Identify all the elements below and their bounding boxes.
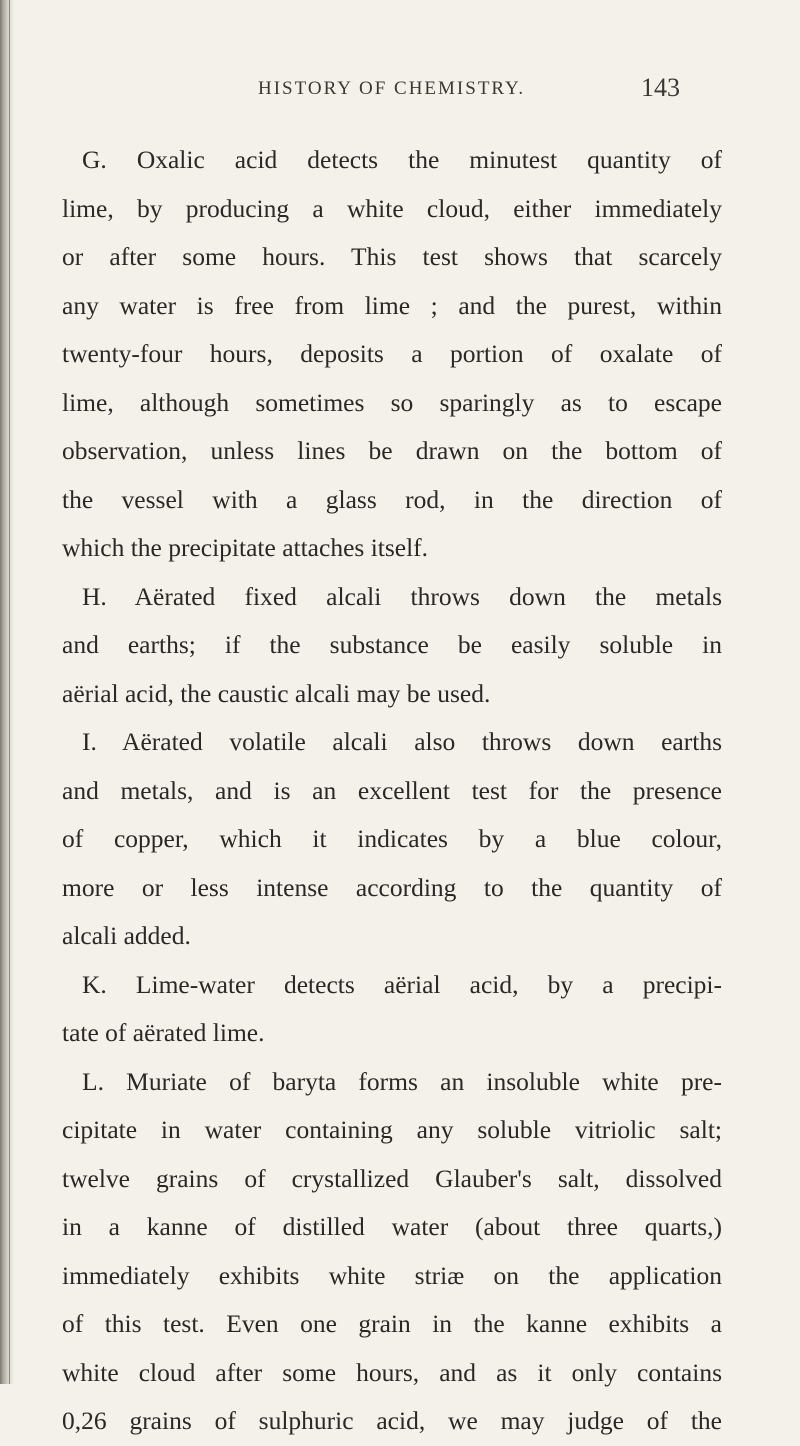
text-line: H. Aërated fixed alcali throws down the metals xyxy=(82,581,722,611)
text-line: of this test. Even one grain in the kanne exhibits a xyxy=(62,1309,722,1338)
body-text xyxy=(62,136,722,1446)
page-header xyxy=(0,73,800,108)
text-line: or after some hours. This test shows that scarcely xyxy=(62,242,722,271)
text-line: cipitate in water containing any soluble vitriolic salt; xyxy=(62,1115,722,1144)
page-binding-line xyxy=(9,0,10,1384)
text-line: I. Aërated volatile alcali also throws down earths xyxy=(82,727,722,756)
text-line: which the precipitate attaches itself. xyxy=(62,533,429,562)
text-line: tate of aërated lime. xyxy=(62,1018,265,1047)
text-line: aërial acid, the caustic alcali may be used. xyxy=(62,678,491,708)
text-line: more or less intense according to the quantity of xyxy=(62,872,722,902)
text-line: K. Lime-water detects aërial acid, by a precipi- xyxy=(82,969,722,999)
text-line: of copper, which it indicates by a blue colour, xyxy=(62,824,722,853)
text-line: twelve grains of crystallized Glauber's salt, dissolved xyxy=(62,1163,722,1193)
text-line: lime, by producing a white cloud, either immediately xyxy=(62,193,722,223)
text-line: lime, although sometimes so sparingly as to escape xyxy=(62,387,722,417)
text-line: G. Oxalic acid detects the minutest quantity of xyxy=(82,145,722,174)
text-line: immediately exhibits white striæ on the application xyxy=(62,1260,722,1290)
text-line: twenty-four hours, deposits a portion of oxalate of xyxy=(62,339,722,368)
text-line: in a kanne of distilled water (about three quarts,) xyxy=(62,1212,722,1241)
running-head: HISTORY OF CHEMISTRY. xyxy=(258,78,526,99)
page-number: 143 xyxy=(641,73,680,102)
text-line: alcali added. xyxy=(62,921,191,950)
text-line: and earths; if the substance be easily soluble in xyxy=(62,630,722,659)
text-line: observation, unless lines be drawn on the bottom of xyxy=(62,436,722,465)
text-line: 0,26 grains of sulphuric acid, we may judge of the xyxy=(62,1406,722,1435)
page-binding-edge xyxy=(0,0,14,1384)
text-line: L. Muriate of baryta forms an insoluble white pre- xyxy=(82,1066,722,1096)
text-line: and metals, and is an excellent test for the presence xyxy=(62,775,722,805)
text-line: any water is free from lime ; and the purest, within xyxy=(62,290,722,320)
text-line: the vessel with a glass rod, in the direction of xyxy=(62,484,722,514)
text-line: white cloud after some hours, and as it only contains xyxy=(62,1357,722,1387)
